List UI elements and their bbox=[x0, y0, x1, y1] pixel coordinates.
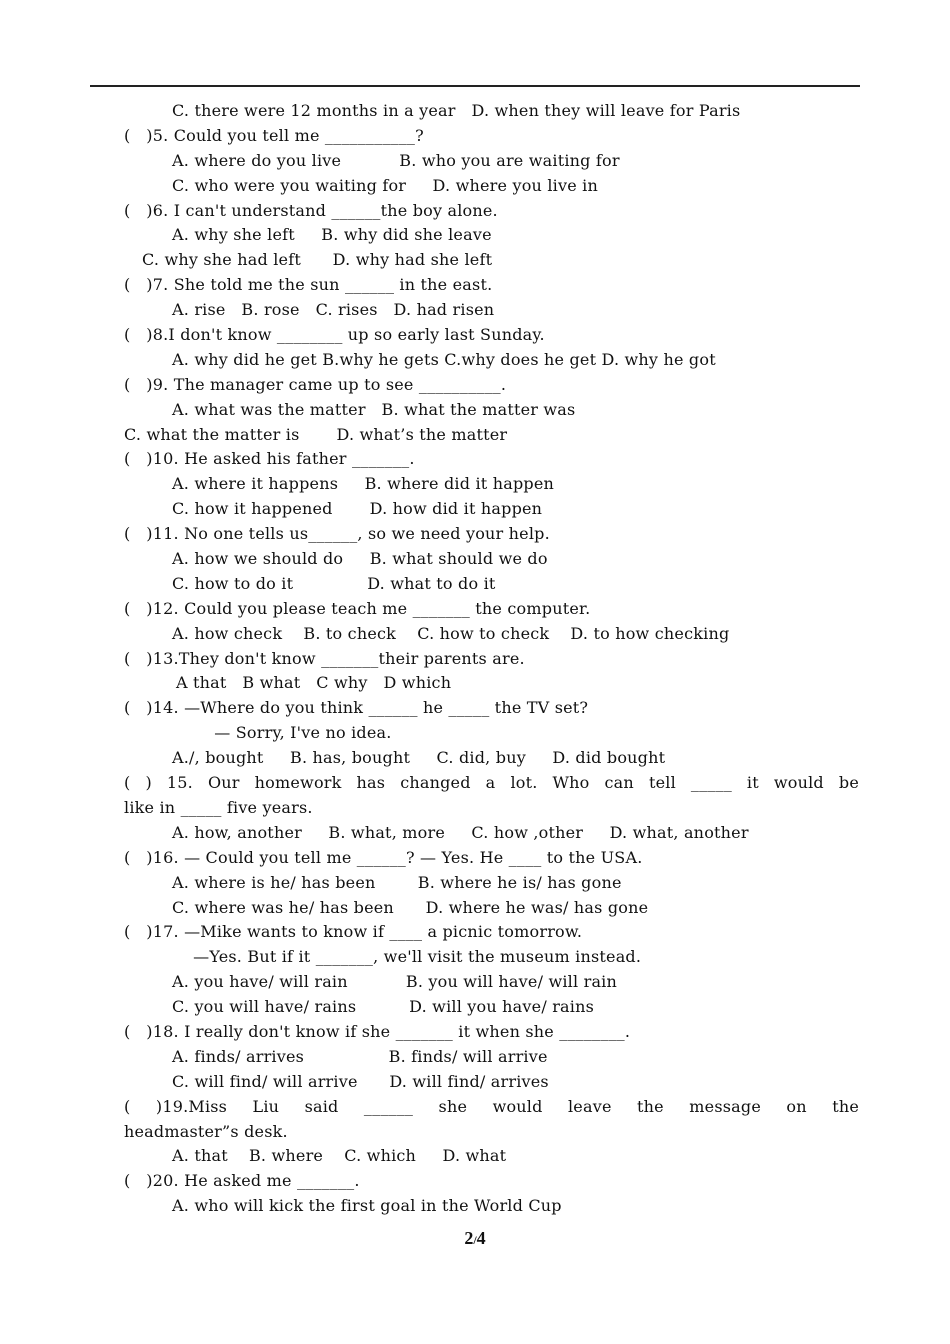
text-line: ( )17. —Mike wants to know if ____ a picnic tomorrow. bbox=[124, 922, 583, 942]
text-line: ( )19.Miss Liu said ______ she would leave the message on the bbox=[124, 1096, 859, 1116]
text-line: A. that B. where C. which D. what bbox=[172, 1146, 507, 1166]
text-line: C. why she had left D. why had she left bbox=[142, 250, 493, 270]
page-separator: / bbox=[473, 1233, 477, 1247]
text-line: A. why did he get B.why he gets C.why does he get D. why he got bbox=[172, 349, 716, 369]
text-line: A. why she left B. why did she leave bbox=[172, 225, 492, 245]
text-line: C. where was he/ has been D. where he was/ has gone bbox=[172, 897, 649, 917]
text-line: A. finds/ arrives B. finds/ will arrive bbox=[172, 1046, 548, 1066]
text-line: ( )9. The manager came up to see __________. bbox=[124, 374, 507, 394]
text-line: ( )20. He asked me _______. bbox=[124, 1171, 360, 1191]
text-line: ( )5. Could you tell me ___________? bbox=[124, 125, 424, 145]
text-line: A./, bought B. has, bought C. did, buy D. did bought bbox=[172, 748, 666, 768]
text-line: C. you will have/ rains D. will you have/ rains bbox=[172, 997, 595, 1017]
text-line: C. there were 12 months in a year D. when they will leave for Paris bbox=[172, 101, 741, 120]
text-line: C. how it happened D. how did it happen bbox=[172, 499, 543, 519]
text-line: A that B what C why D which bbox=[176, 673, 452, 693]
page-total: 4 bbox=[476, 1228, 486, 1248]
text-line: ( )14. —Where do you think ______ he _____ the TV set? bbox=[124, 698, 589, 718]
text-line: ( )12. Could you please teach me _______ the computer. bbox=[124, 598, 591, 618]
text-line: — Sorry, I've no idea. bbox=[172, 723, 392, 743]
text-line: A. where is he/ has been B. where he is/ has gone bbox=[172, 872, 622, 892]
text-line: ( )10. He asked his father _______. bbox=[124, 449, 415, 469]
text-line: A. what was the matter B. what the matter was bbox=[172, 399, 576, 419]
text-line: ( )16. — Could you tell me ______? — Yes. He ____ to the USA. bbox=[124, 847, 643, 867]
page-current: 2 bbox=[464, 1228, 474, 1248]
page-number bbox=[0, 1228, 950, 1249]
text-line: ( )8.I don't know ________ up so early last Sunday. bbox=[124, 325, 545, 345]
text-line: A. you have/ will rain B. you will have/ will rain bbox=[172, 972, 617, 992]
text-line: ( )7. She told me the sun ______ in the east. bbox=[124, 275, 493, 295]
question-lines bbox=[0, 99, 950, 1219]
text-line: ( )6. I can't understand ______the boy alone. bbox=[124, 200, 498, 220]
text-line: A. rise B. rose C. rises D. had risen bbox=[172, 300, 495, 320]
text-line: C. who were you waiting for D. where you live in bbox=[172, 175, 598, 195]
header-rule bbox=[90, 85, 860, 87]
text-line: ( )11. No one tells us______, so we need your help. bbox=[124, 524, 550, 544]
text-line: like in _____ five years. bbox=[124, 797, 313, 817]
text-line: C. how to do it D. what to do it bbox=[172, 573, 496, 593]
text-line: A. how we should do B. what should we do bbox=[172, 549, 548, 569]
text-line: ( )13.They don't know _______their parents are. bbox=[124, 648, 525, 668]
text-line: ( ) 15. Our homework has changed a lot. Who can tell _____ it would be bbox=[124, 773, 859, 793]
text-line: A. where do you live B. who you are waiting for bbox=[172, 150, 620, 170]
text-line: A. who will kick the first goal in the World Cup bbox=[172, 1196, 562, 1216]
text-line: C. will find/ will arrive D. will find/ arrives bbox=[172, 1071, 549, 1091]
text-line: C. what the matter is D. what’s the matter bbox=[124, 424, 508, 444]
text-line: —Yes. But if it _______, we'll visit the museum instead. bbox=[172, 947, 642, 967]
text-line: ( )18. I really don't know if she _______ it when she ________. bbox=[124, 1021, 631, 1041]
text-line: A. how check B. to check C. how to check D. to how checking bbox=[172, 623, 730, 643]
text-line: headmaster”s desk. bbox=[124, 1121, 288, 1141]
text-line: A. where it happens B. where did it happen bbox=[172, 474, 554, 494]
text-line: A. how, another B. what, more C. how ,other D. what, another bbox=[172, 822, 749, 842]
